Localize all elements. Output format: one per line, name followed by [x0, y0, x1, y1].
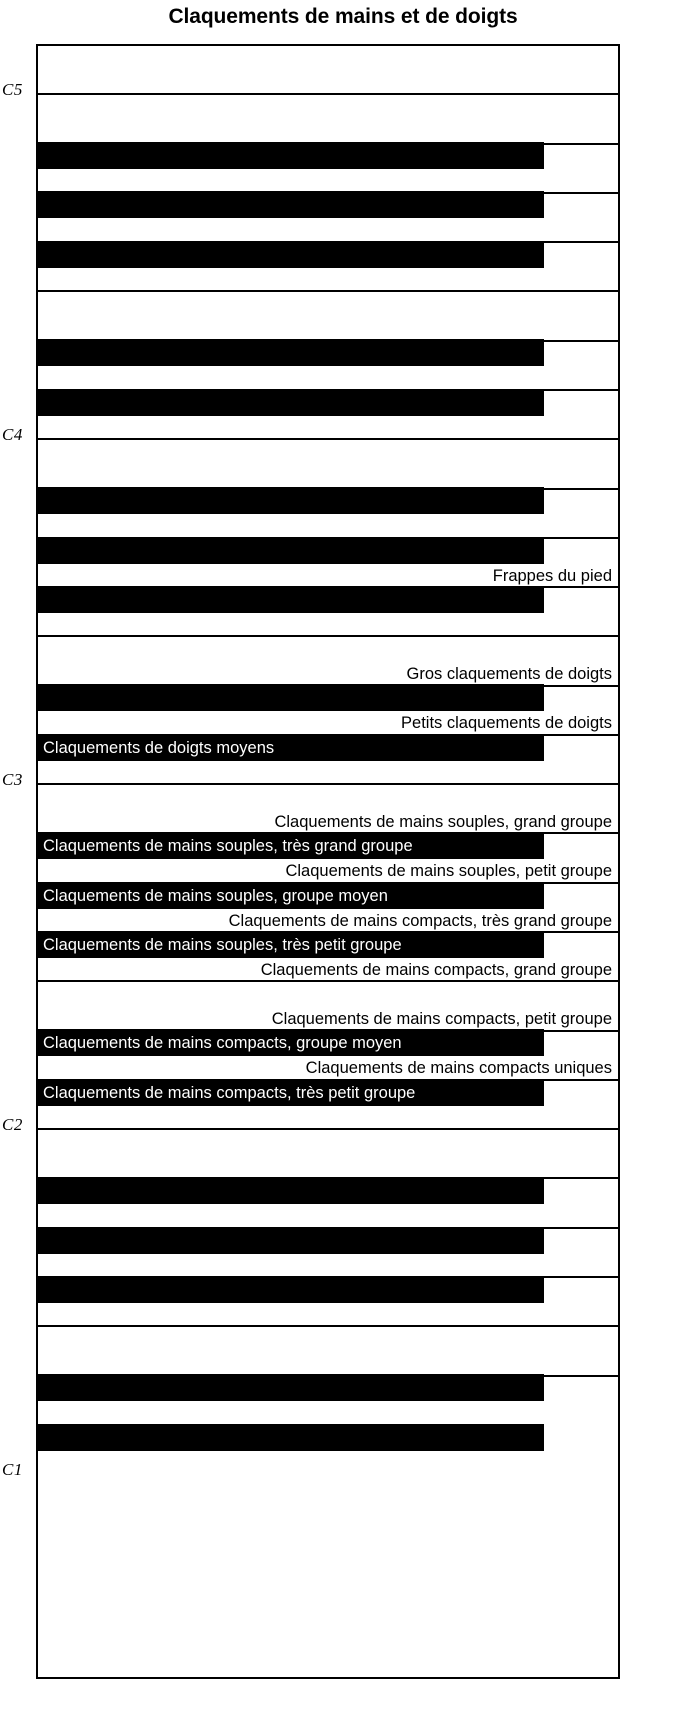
white-key-label: Claquements de mains compacts, grand groupe: [260, 960, 612, 979]
white-key-label: Petits claquements de doigts: [401, 714, 612, 733]
octave-marker-c4: C4: [2, 425, 23, 444]
black-key-label: Claquements de mains souples, groupe moyen: [43, 886, 388, 905]
black-key[interactable]: [36, 931, 544, 958]
black-key[interactable]: [36, 241, 544, 268]
piano-keyboard: [0, 44, 686, 1721]
black-key-label: Claquements de mains souples, très grand groupe: [43, 836, 413, 855]
black-key[interactable]: [36, 832, 544, 859]
black-key[interactable]: [36, 1424, 544, 1451]
black-key[interactable]: [36, 882, 544, 909]
black-key[interactable]: [36, 1276, 544, 1303]
black-key[interactable]: [36, 1374, 544, 1401]
black-key[interactable]: [36, 684, 544, 711]
white-key-label: Claquements de mains souples, grand groupe: [274, 812, 612, 831]
white-key-label: Frappes du pied: [492, 566, 612, 585]
black-key[interactable]: [36, 339, 544, 366]
white-key[interactable]: [38, 440, 618, 489]
black-key[interactable]: [36, 537, 544, 564]
octave-marker-c3: C3: [2, 770, 23, 789]
white-key[interactable]: [38, 1130, 618, 1179]
white-key-label: Claquements de mains compacts, petit groupe: [271, 1010, 612, 1029]
octave-marker-c1: C1: [2, 1460, 23, 1479]
black-key-label: Claquements de doigts moyens: [43, 738, 275, 757]
white-key-label: Claquements de mains compacts, très grand groupe: [228, 911, 612, 930]
white-key[interactable]: [38, 292, 618, 341]
black-key-label: Claquements de mains compacts, groupe moyen: [43, 1033, 402, 1052]
white-key[interactable]: [38, 637, 618, 686]
octave-marker-c5: C5: [2, 80, 23, 99]
black-key[interactable]: [36, 734, 544, 761]
black-key[interactable]: [36, 586, 544, 613]
black-key-label: Claquements de mains souples, très petit groupe: [43, 935, 402, 954]
black-key[interactable]: [36, 142, 544, 169]
white-key[interactable]: [38, 982, 618, 1031]
page-title: Claquements de mains et de doigts: [168, 5, 518, 28]
black-key[interactable]: [36, 191, 544, 218]
black-key-label: Claquements de mains compacts, très petit groupe: [43, 1083, 416, 1102]
black-key[interactable]: [36, 1029, 544, 1056]
white-key[interactable]: [38, 785, 618, 834]
white-key-label: Claquements de mains compacts uniques: [305, 1059, 612, 1078]
octave-marker-c2: C2: [2, 1115, 23, 1134]
black-key[interactable]: [36, 389, 544, 416]
black-key[interactable]: [36, 1079, 544, 1106]
white-key-label: Gros claquements de doigts: [406, 665, 612, 684]
white-key[interactable]: [38, 46, 618, 95]
black-key[interactable]: [36, 487, 544, 514]
white-key-label: Claquements de mains souples, petit groupe: [285, 862, 612, 881]
black-key[interactable]: [36, 1177, 544, 1204]
white-key[interactable]: [38, 1327, 618, 1376]
white-key[interactable]: [38, 95, 618, 144]
black-key[interactable]: [36, 1227, 544, 1254]
